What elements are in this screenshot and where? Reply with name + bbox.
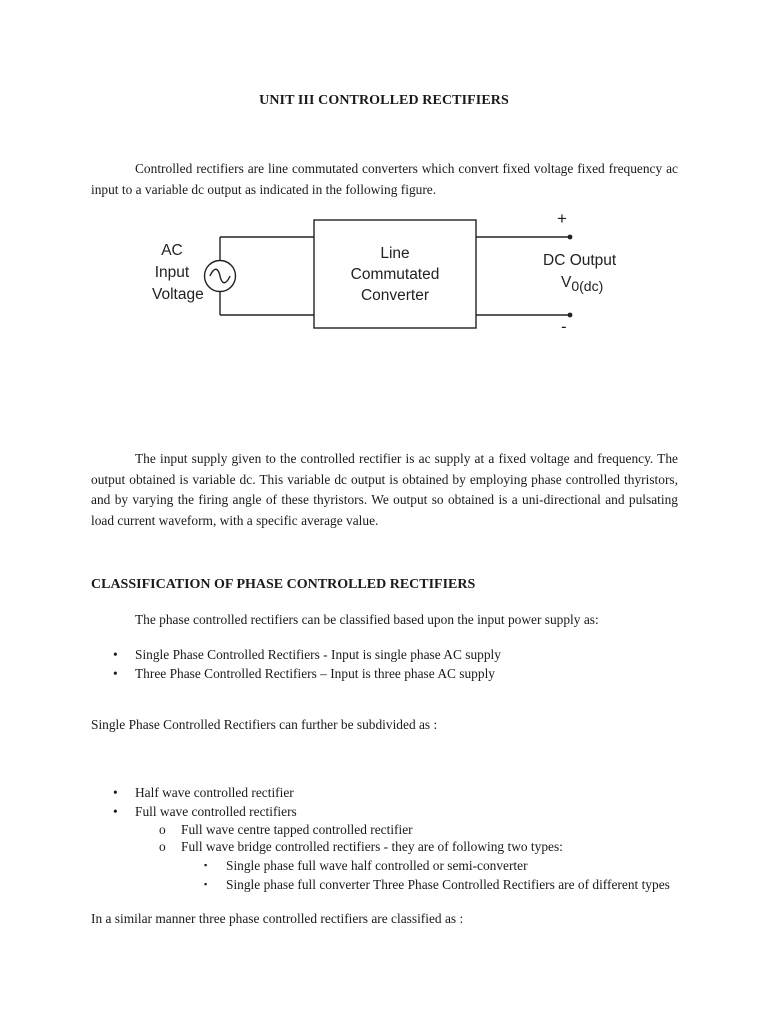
sub-list-item-text: Full wave centre tapped controlled rectifier	[181, 822, 413, 837]
sine-wave-icon	[210, 269, 230, 283]
section-heading: CLASSIFICATION OF PHASE CONTROLLED RECTIFIERS	[91, 577, 476, 592]
list-item	[113, 647, 501, 663]
list-item	[113, 785, 294, 801]
bullet-icon: •	[113, 666, 118, 681]
page-title: UNIT III CONTROLLED RECTIFIERS	[259, 93, 509, 108]
circle-bullet-icon: o	[159, 839, 166, 854]
sub-list-item-text: Full wave bridge controlled rectifiers - they are of following two types:	[181, 839, 563, 854]
box-label-line1: Line	[380, 245, 410, 262]
list-item-text: Half wave controlled rectifier	[135, 785, 294, 800]
subdivided-text: Single Phase Controlled Rectifiers can further be subdivided as :	[91, 717, 438, 732]
vdc-label	[561, 272, 603, 297]
bullet-icon: •	[113, 785, 118, 800]
dc-output-label: DC Output	[543, 252, 617, 269]
sub-list-item	[159, 839, 563, 855]
minus-sign: -	[561, 317, 567, 336]
plus-sign: +	[557, 209, 567, 228]
bullet-icon: •	[113, 804, 118, 819]
sub-list-item	[159, 822, 413, 838]
output-terminal-positive	[568, 235, 573, 240]
list-item-text: Full wave controlled rectifiers	[135, 804, 297, 819]
box-label-line3: Converter	[360, 287, 430, 304]
circle-bullet-icon: o	[159, 822, 166, 837]
supply-paragraph: The input supply given to the controlled rectifier is ac supply at a fixed voltage and frequency. The output obtained is variable dc. This variable dc output is obtained by employing phase controlled thyristors, and by varying the firing angle of these thyristors. We output so obtained is a uni-directional and pulsating load current waveform, with a specific average value.	[91, 451, 678, 529]
sub-sub-list-item	[204, 876, 678, 893]
sub-sub-list-item	[204, 857, 678, 874]
list-item-text: Single Phase Controlled Rectifiers - Input is single phase AC supply	[135, 647, 501, 662]
converter-label	[314, 243, 476, 306]
square-bullet-icon: ▪	[204, 879, 208, 889]
classify-intro: The phase controlled rectifiers can be classified based upon the input power supply as:	[135, 612, 599, 627]
list-item	[113, 666, 495, 682]
output-terminal-negative	[568, 313, 573, 318]
sub-sub-list-item-text: Single phase full wave half controlled or semi-converter	[226, 858, 528, 873]
list-item-text: Three Phase Controlled Rectifiers – Input is three phase AC supply	[135, 666, 495, 681]
bullet-icon: •	[113, 647, 118, 662]
list-item	[113, 804, 297, 820]
vdc-symbol: V	[561, 274, 572, 291]
square-bullet-icon: ▪	[204, 860, 208, 870]
sub-sub-list-item-text: Single phase full converter Three Phase Controlled Rectifiers are of different types	[226, 877, 670, 892]
ac-label-line2: Input	[154, 264, 190, 281]
ac-label-line3: Voltage	[152, 286, 204, 303]
vdc-subscript: 0(dc)	[571, 278, 604, 295]
three-phase-intro: In a similar manner three phase controlled rectifiers are classified as :	[91, 911, 464, 926]
converter-block-diagram	[130, 205, 650, 340]
box-label-line2: Commutated	[350, 266, 440, 283]
ac-label-line1: AC	[161, 242, 183, 259]
intro-paragraph: Controlled rectifiers are line commutated converters which convert fixed voltage fixed frequency ac input to a variable dc output as indicated in the following figure.	[91, 161, 678, 197]
ac-input-label	[152, 240, 204, 306]
